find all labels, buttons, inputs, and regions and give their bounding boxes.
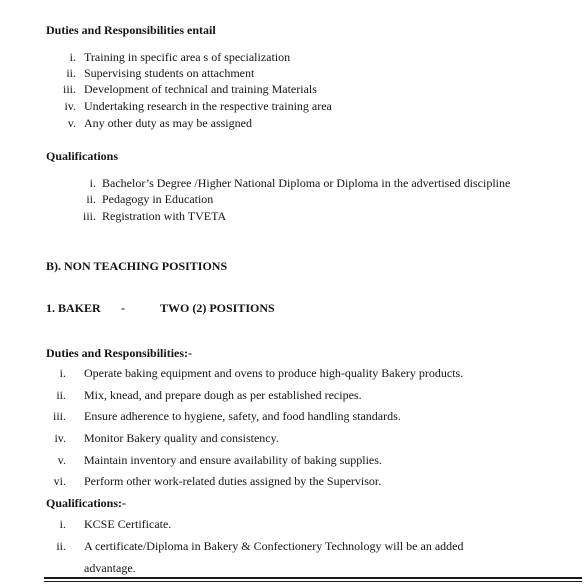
list-number: iv.: [54, 431, 66, 445]
part-b-heading: B). NON TEACHING POSITIONS: [46, 259, 228, 273]
list-item-continuation: advantage.: [84, 561, 136, 575]
list-number: iii.: [82, 209, 96, 223]
list-number: iv.: [64, 99, 76, 113]
section-heading-qualifications-baker: Qualifications:-: [46, 496, 126, 510]
list-item: Development of technical and training Materials: [84, 82, 317, 96]
list-item: KCSE Certificate.: [84, 517, 172, 531]
list-item: Bachelor’s Degree /Higher National Diploma or Diploma in the advertised discipline: [102, 176, 511, 190]
position-count: TWO (2) POSITIONS: [160, 301, 275, 315]
bottom-rule: [44, 577, 582, 579]
list-number: ii.: [56, 388, 66, 402]
list-number: iii.: [62, 82, 76, 96]
list-item: Any other duty as may be assigned: [84, 116, 252, 130]
list-item: Pedagogy in Education: [102, 192, 214, 206]
list-item: Undertaking research in the respective training area: [84, 99, 332, 113]
bottom-rule-thin: [44, 581, 582, 582]
list-item: Ensure adherence to hygiene, safety, and food handling standards.: [84, 409, 401, 423]
list-number: ii.: [56, 539, 66, 553]
position-dash: -: [121, 301, 125, 315]
list-number: vi.: [53, 474, 66, 488]
list-number: iii.: [52, 409, 66, 423]
list-item: Supervising students on attachment: [84, 66, 255, 80]
list-item: Registration with TVETA: [102, 209, 227, 223]
list-item: Training in specific area s of specialization: [84, 50, 291, 64]
section-heading-qualifications: Qualifications: [46, 149, 119, 163]
list-number: ii.: [66, 66, 76, 80]
list-number: i.: [59, 517, 66, 531]
list-item: Mix, knead, and prepare dough as per established recipes.: [84, 388, 362, 402]
section-heading-duties-baker: Duties and Responsibilities:-: [46, 346, 193, 360]
section-heading-duties: Duties and Responsibilities entail: [46, 23, 216, 37]
list-item: Monitor Bakery quality and consistency.: [84, 431, 279, 445]
list-item: Perform other work-related duties assigned by the Supervisor.: [84, 474, 382, 488]
position-title: 1. BAKER: [46, 301, 101, 315]
list-number: i.: [69, 50, 76, 64]
list-item: Operate baking equipment and ovens to produce high-quality Bakery products.: [84, 366, 464, 380]
list-number: v.: [67, 116, 76, 130]
list-item: A certificate/Diploma in Bakery & Confectionery Technology will be an added: [84, 539, 464, 553]
list-item: Maintain inventory and ensure availability of baking supplies.: [84, 453, 382, 467]
list-number: i.: [89, 176, 96, 190]
list-number: i.: [59, 366, 66, 380]
list-number: v.: [57, 453, 66, 467]
list-number: ii.: [86, 192, 96, 206]
